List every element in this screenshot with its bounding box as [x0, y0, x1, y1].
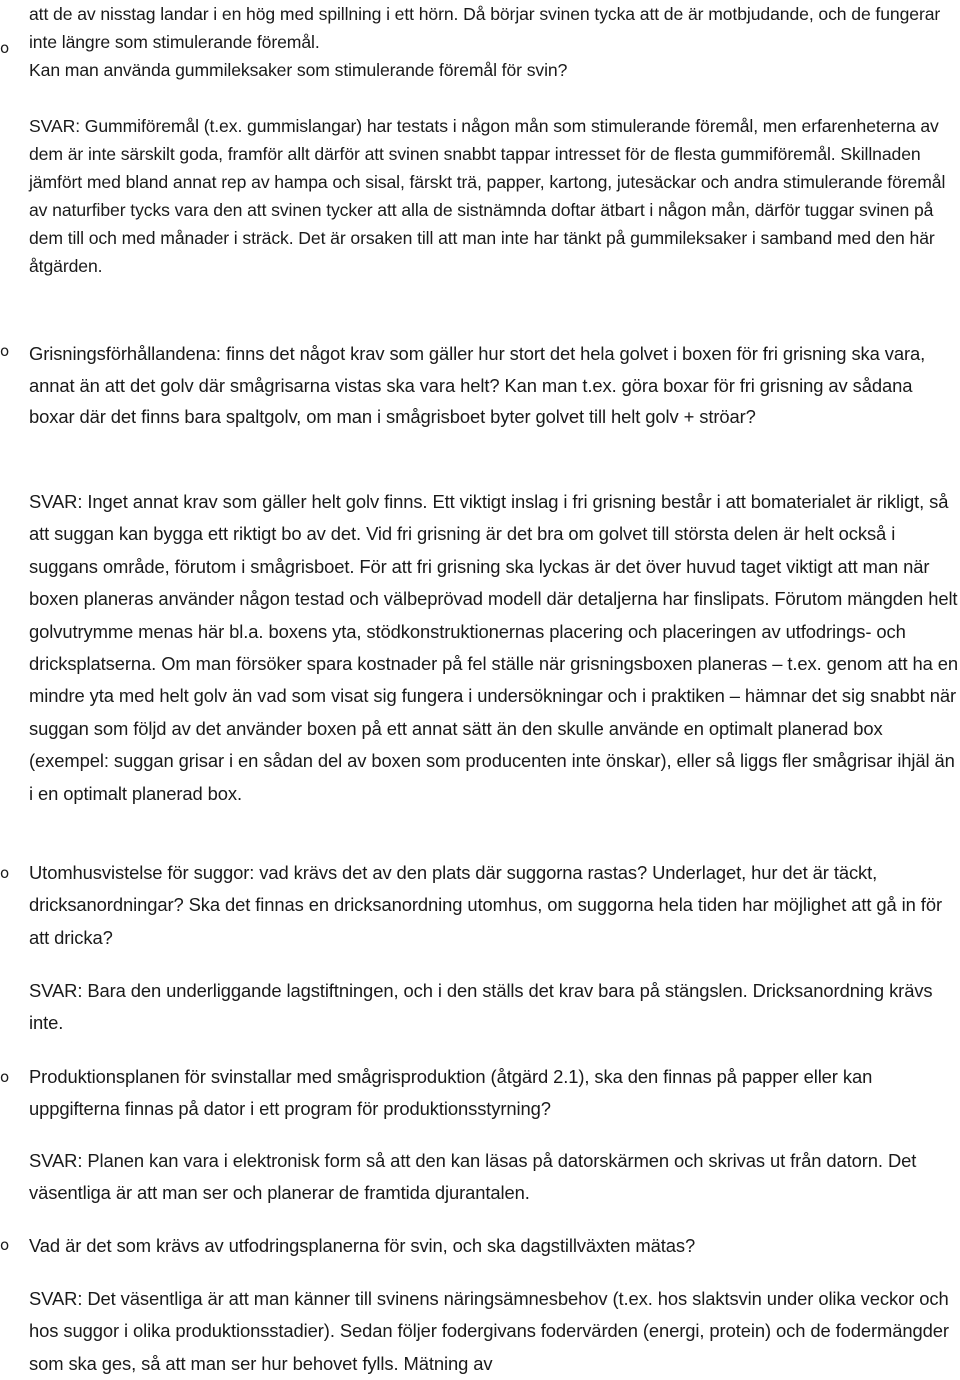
bullet-marker: o [0, 1236, 10, 1254]
answer-outdoor-access: SVAR: Bara den underliggande lagstiftningen, och i den ställs det krav bara på stängslen. Dricksanordning krävs inte. [29, 980, 933, 1034]
bullet-marker: o [0, 39, 10, 57]
answer-feeding-plans: SVAR: Det väsentliga är att man känner till svinens näringsämnesbehov (t.ex. hos slaktsvin under olika veckor och hos suggor i olika produktionsstadier). Sedan följer fodergivans fodervärden (energi, protein) och de fodermängder som ska ges, så att man ser hur behovet fylls. Mätning av [29, 1288, 949, 1374]
answer-production-plan: SVAR: Planen kan vara i elektronisk form så att den kan läsas på datorskärmen och skrivas ut från datorn. Det väsentliga är att man ser och planerar de framtida djurantalen. [29, 1150, 917, 1204]
question-farrowing-conditions: Grisningsförhållandena: finns det något krav som gäller hur stort det hela golvet i boxen för fri grisning ska vara, annat än att det golv där smågrisarna vistas ska vara helt? Kan man t.ex. göra boxar för fri grisning av sådana boxar där det finns bara spaltgolv, om man i smågrisboet byter golvet till helt golv + ströar? [29, 343, 926, 427]
paragraph-intro-continued: att de av nisstag landar i en hög med spillning i ett hörn. Då börjar svinen tycka att de är motbjudande, och de fungerar inte längre som stimulerande föremål. [29, 4, 941, 52]
bullet-marker: o [0, 864, 10, 882]
question-outdoor-access: Utomhusvistelse för suggor: vad krävs det av den plats där suggorna rastas? Underlaget, hur det är täckt, dricksanordningar? Ska det finnas en dricksanordning utomhus, om suggorna hela tiden har möjlighet att gå in för att dricka? [29, 862, 942, 948]
bullet-marker: o [0, 342, 10, 360]
answer-farrowing-conditions: SVAR: Inget annat krav som gäller helt golv finns. Ett viktigt inslag i fri grisning består i att bomaterialet är rikligt, så att suggan kan bygga ett riktigt bo av det. Vid fri grisning är det bra om golvet till största delen är helt också i suggans område, förutom i smågrisboet. För att fri grisning ska lyckas är det över huvud taget viktigt att man när boxen planeras använder någon testad och välbeprövad modell där detaljerna har finslipats. Förutom mängden helt golvutrymme menas här bl.a. boxens yta, stödkonstruktionernas placering och placeringen av utfodrings- och dricksplatserna. Om man försöker spara kostnader på fel ställe när grisningsboxen planeras – t.ex. genom att ha en mindre yta med helt golv än vad som visat sig fungera i undersökningar och i praktiken – hämnar det sig snabbt när suggan som följd av det använder boxen på ett annat sätt än den skulle använde en optimalt planerad box (exempel: suggan grisar i en sådan del av boxen som producenten inte önskar), eller så liggs fler smågrisar ihjäl än i en optimalt planerad box. [29, 491, 959, 804]
question-feeding-plans: Vad är det som krävs av utfodringsplanerna för svin, och ska dagstillväxten mätas? [29, 1235, 696, 1256]
bullet-marker: o [0, 1068, 10, 1086]
question-rubber-toys: Kan man använda gummileksaker som stimulerande föremål för svin? [29, 60, 568, 80]
answer-rubber-toys: SVAR: Gummiföremål (t.ex. gummislangar) har testats i någon mån som stimulerande föremål, men erfarenheterna av dem är inte särskilt goda, framför allt därför att svinen snabbt tappar intresset för de flesta gummiföremål. Skillnaden jämfört med bland annat rep av hampa och sisal, färskt trä, papper, kartong, jutesäckar och andra stimulerande föremål av naturfiber tycks vara den att svinen tycker att alla de sistnämnda doftar ätbart i någon mån, därför tuggar svinen på dem till och med månader i sträck. Det är orsaken till att man inte har tänkt på gummileksaker i samband med den här åtgärden. [29, 116, 946, 276]
question-production-plan: Produktionsplanen för svinstallar med smågrisproduktion (åtgärd 2.1), ska den finnas på papper eller kan uppgifterna finnas på dator i ett program för produktionsstyrning? [29, 1066, 873, 1120]
